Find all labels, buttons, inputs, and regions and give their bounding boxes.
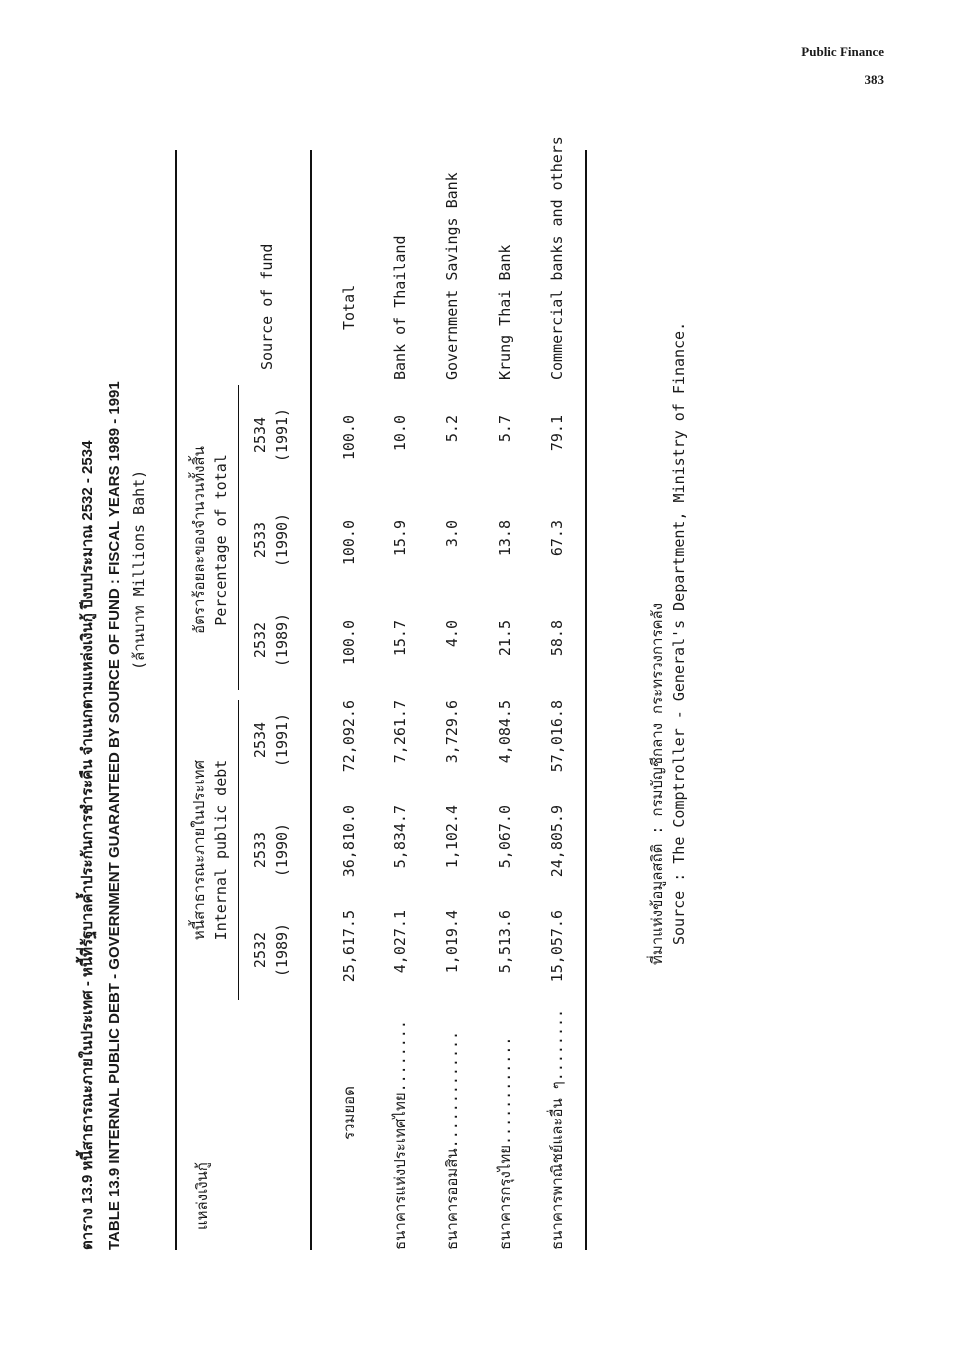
year-header: 2534 (1991) xyxy=(251,712,291,768)
debt-cell: 25,617.5 xyxy=(340,910,358,983)
pct-cell: 4.0 xyxy=(443,620,461,648)
debt-cell: 4,027.1 xyxy=(391,910,409,974)
bottom-rule xyxy=(585,150,587,1250)
year-header: 2533 (1990) xyxy=(251,822,291,878)
page-header xyxy=(801,44,884,88)
top-rule xyxy=(175,150,177,1250)
pct-cell: 13.8 xyxy=(496,520,514,557)
rotated-table-page xyxy=(80,50,720,1250)
pct-cell: 5.7 xyxy=(496,415,514,443)
year-header: 2532 (1989) xyxy=(251,612,291,668)
row-label-en: Total xyxy=(340,284,358,330)
year-header: 2534 (1991) xyxy=(251,407,291,463)
debt-cell: 15,057.6 xyxy=(548,910,566,983)
pct-cell: 100.0 xyxy=(340,415,358,461)
percent-group-en: Percentage of total xyxy=(212,454,230,626)
row-label-en: Government Savings Bank xyxy=(443,172,461,380)
pct-cell: 10.0 xyxy=(391,415,409,452)
row-label-en: Commercial banks and others xyxy=(548,136,566,380)
source-note-thai: ที่มาแห่งข้อมูลสถิติ : กรมบัญชีกลาง กระทรวงการคลัง xyxy=(648,602,666,965)
percent-group-thai: อัตราร้อยละของจำนวนทั้งสิ้น xyxy=(190,446,208,634)
row-label-en: Krung Thai Bank xyxy=(496,244,514,380)
debt-subrule xyxy=(238,700,239,1000)
debt-cell: 7,261.7 xyxy=(391,700,409,764)
row-label-en: Bank of Thailand xyxy=(391,235,409,380)
debt-cell: 72,092.6 xyxy=(340,700,358,773)
pct-cell: 15.7 xyxy=(391,620,409,657)
pct-cell: 67.3 xyxy=(548,520,566,557)
pct-cell: 79.1 xyxy=(548,415,566,452)
section-title: Public Finance xyxy=(801,44,884,59)
table-unit: (ล้านบาท Millions Baht) xyxy=(130,469,148,670)
percent-subrule xyxy=(238,385,239,690)
debt-cell: 5,834.7 xyxy=(391,805,409,869)
row-label-thai: รวมยอด xyxy=(340,1086,358,1140)
row-label-thai: ธนาคารกรุงไทย............ xyxy=(496,1036,514,1250)
pct-cell: 15.9 xyxy=(391,520,409,557)
debt-cell: 57,016.8 xyxy=(548,700,566,773)
pct-cell: 100.0 xyxy=(340,620,358,666)
row-label-thai: ธนาคารแห่งประเทศไทย........ xyxy=(391,1020,409,1250)
debt-cell: 5,513.6 xyxy=(496,910,514,974)
source-note-english: Source : The Comptroller - General's Department, Ministry of Finance. xyxy=(670,321,688,945)
source-header-thai: แหล่งเงินกู้ xyxy=(193,1162,211,1230)
pct-cell: 100.0 xyxy=(340,520,358,566)
pct-cell: 5.2 xyxy=(443,415,461,443)
debt-group-en: Internal public debt xyxy=(212,759,230,941)
pct-cell: 21.5 xyxy=(496,620,514,657)
pct-cell: 3.0 xyxy=(443,520,461,548)
table-title-thai: ตาราง 13.9 หนี้สาธารณะภายในประเทศ - หนี้ที่รัฐบาลค้ำประกันการชำระคืน จำแนกตามแหล่งเงินกู้ ปีงบประมาณ 2532 - 2534 xyxy=(79,440,96,1250)
header-rule xyxy=(310,150,312,1250)
debt-cell: 5,067.0 xyxy=(496,805,514,869)
debt-cell: 4,084.5 xyxy=(496,700,514,764)
source-header-en: Source of fund xyxy=(258,243,276,370)
debt-cell: 3,729.6 xyxy=(443,700,461,764)
debt-cell: 36,810.0 xyxy=(340,805,358,878)
debt-cell: 1,102.4 xyxy=(443,805,461,869)
pct-cell: 58.8 xyxy=(548,620,566,657)
row-label-thai: ธนาคารออมสิน............. xyxy=(443,1030,461,1250)
debt-group-thai: หนี้สาธารณะภายในประเทศ xyxy=(190,759,208,941)
year-header: 2532 (1989) xyxy=(251,922,291,978)
page-number: 383 xyxy=(864,72,884,87)
debt-cell: 24,805.9 xyxy=(548,805,566,878)
table-title-english: TABLE 13.9 INTERNAL PUBLIC DEBT - GOVERNMENT GUARANTEED BY SOURCE OF FUND : FISCAL YEARS 1989 - 1991 xyxy=(106,381,123,1250)
year-header: 2533 (1990) xyxy=(251,512,291,568)
debt-cell: 1,019.4 xyxy=(443,910,461,974)
row-label-thai: ธนาคารพาณิชย์และอื่น ๆ........ xyxy=(548,1008,566,1250)
